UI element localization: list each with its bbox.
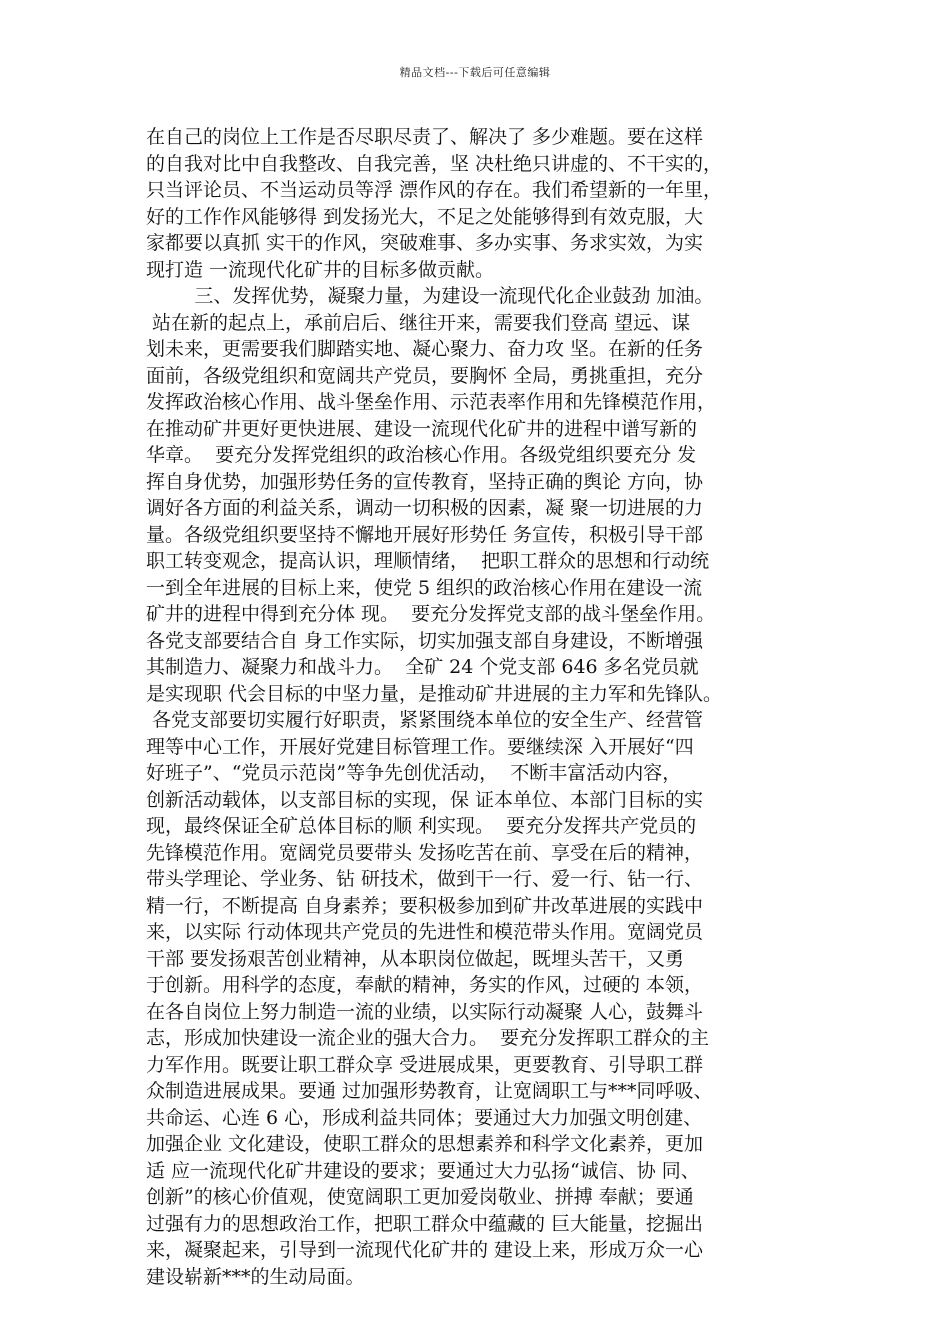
text-line: 在各自岗位上努力制造一流的业绩，以实际行动凝聚 人心，鼓舞斗 xyxy=(146,1000,704,1023)
text-line: 力军作用。既要让职工群众享 受进展成果，更要教育、引导职工群 xyxy=(146,1053,704,1076)
text-line: 来，凝聚起来，引导到一流现代化矿井的 建设上来，形成万众一心 xyxy=(146,1239,704,1261)
text-line: 调好各方面的利益关系，调动一切积极的因素，凝 聚一切进展的力 xyxy=(146,497,704,519)
text-line: 好的工作作风能够得 到发扬光大，不足之处能够得到有效克服，大 xyxy=(146,205,704,228)
text-line: 一到全年进展的目标上来，使党 5 组织的政治核心作用在建设一流 xyxy=(146,576,703,599)
text-line: 理等中心工作，开展好党建目标管理工作。要继续深 入开展好“四 xyxy=(146,735,694,758)
text-line: 量。各级党组织要坚持不懈地开展好形势任 务宣传，积极引导干部 xyxy=(146,523,704,546)
text-line: 加强企业 文化建设，使职工群众的思想素养和科学文化素养，更加 xyxy=(146,1133,704,1155)
text-line: 的自我对比中自我整改、自我完善，坚 决杜绝只讲虚的、不干实的， xyxy=(146,152,723,175)
text-line: 创新活动载体，以支部目标的实现，保 证本单位、本部门目标的实 xyxy=(146,788,704,811)
text-line: 过强有力的思想政治工作，把职工群众中蕴藏的 巨大能量，挖掘出 xyxy=(146,1212,704,1235)
text-line: 现打造 一流现代化矿井的目标多做贡献。 xyxy=(146,258,495,281)
text-line: 是实现职 代会目标的中坚力量，是推动矿井进展的主力军和先锋队。 xyxy=(146,682,723,705)
text-line: 于创新。用科学的态度，奉献的精神，务实的作风，过硬的 本领， xyxy=(146,974,704,996)
text-line: 建设崭新***的生动局面。 xyxy=(146,1265,365,1288)
text-line: 矿井的进程中得到充分体 现。 要充分发挥党支部的战斗堡垒作用。 xyxy=(146,603,716,625)
text-line: 干部 要发扬艰苦创业精神，从本职岗位做起，既埋头苦干，又勇 xyxy=(146,947,685,970)
text-line: 先锋模范作用。宽阔党员要带头 发扬吃苦在前、享受在后的精神， xyxy=(146,841,704,864)
document-body xyxy=(146,124,826,1290)
text-line: 职工转变观念，提高认识，理顺情绪， 把职工群众的思想和行动统 xyxy=(146,550,710,572)
text-line: 在推动矿井更好更快进展、建设一流现代化矿井的进程中谱写新的 xyxy=(146,417,698,440)
text-line: 来，以实际 行动体现共产党员的先进性和模范带头作用。宽阔党员 xyxy=(146,921,704,943)
text-line: 现，最终保证全矿总体目标的顺 利实现。 要充分发挥共产党员的 xyxy=(146,815,697,837)
text-line: 好班子”、“党员示范岗”等争先创优活动， 不断丰富活动内容， xyxy=(146,762,682,784)
text-line: 华章。 要充分发挥党组织的政治核心作用。各级党组织要充分 发 xyxy=(146,444,697,466)
text-line: 在自己的岗位上工作是否尽职尽责了、解决了 多少难题。要在这样 xyxy=(146,126,704,148)
text-line: 精一行，不断提高 自身素养；要积极参加到矿井改革进展的实践中 xyxy=(146,894,704,917)
text-line: 众制造进展成果。要通 过加强形势教育，让宽阔职工与***同呼吸、 xyxy=(146,1080,713,1102)
text-line: 挥自身优势，加强形势任务的宣传教育，坚持正确的舆论 方向，协 xyxy=(146,470,704,493)
text-line: 各党支部要切实履行好职责，紧紧围绕本单位的安全生产、经营管 xyxy=(146,709,704,731)
text-line: 面前，各级党组织和宽阔共产党员，要胸怀 全局，勇挑重担，充分 xyxy=(146,364,704,387)
text-line: 划未来，更需要我们脚踏实地、凝心聚力、奋力攻 坚。在新的任务 xyxy=(146,338,704,360)
text-line: 各党支部要结合自 身工作实际，切实加强支部自身建设，不断增强 xyxy=(146,629,704,652)
text-line: 发挥政治核心作用、战斗堡垒作用、示范表率作用和先锋模范作用， xyxy=(146,391,717,413)
page-header: 精品文档---下载后可任意编辑 xyxy=(399,66,551,79)
text-line: 创新”的核心价值观，使宽阔职工更加爱岗敬业、拼搏 奉献；要通 xyxy=(146,1186,694,1208)
text-line: 家都要以真抓 实干的作风，突破难事、多办实事、务求实效，为实 xyxy=(146,232,704,254)
text-line: 志，形成加快建设一流企业的强大合力。 要充分发挥职工群众的主 xyxy=(146,1027,710,1049)
text-line: 站在新的起点上，承前启后、继往开来，需要我们登高 望远、谋 xyxy=(146,311,691,334)
text-line: 共命运、心连 6 心，形成利益共同体；要通过大力加强文明创建、 xyxy=(146,1106,703,1129)
text-line: 其制造力、凝聚力和战斗力。 全矿 24 个党支部 646 多名党员就 xyxy=(146,656,699,678)
text-line: 带头学理论、学业务、钻 研技术，做到干一行、爱一行、钻一行、 xyxy=(146,868,704,890)
text-line: 只当评论员、不当运动员等浮 漂作风的存在。我们希望新的一年里， xyxy=(146,179,723,201)
section-heading-line: 三、发挥优势，凝聚力量，为建设一流现代化企业鼓劲 加油。 xyxy=(146,285,714,307)
text-line: 适 应一流现代化矿井建设的要求；要通过大力弘扬“诚信、协 同、 xyxy=(146,1159,700,1182)
